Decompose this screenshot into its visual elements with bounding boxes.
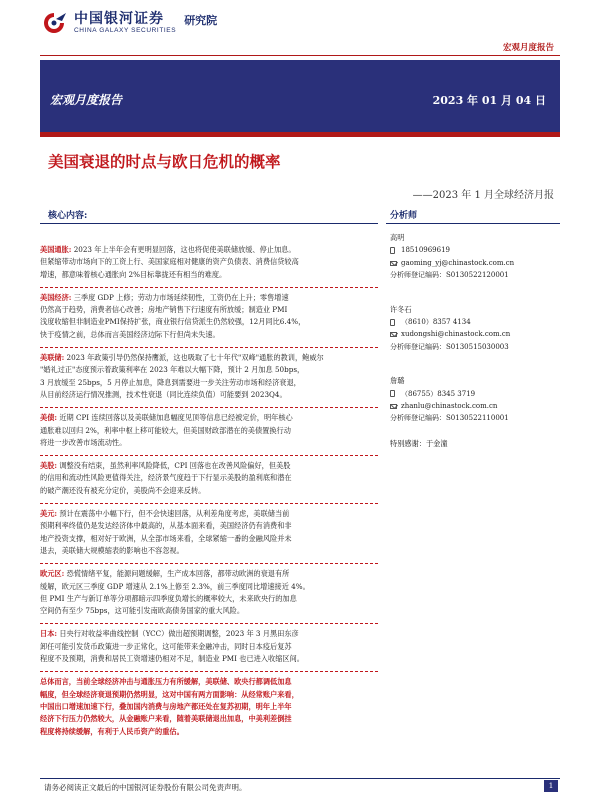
- summary-line: 中国出口增速加速下行，叠加国内消费与房地产都还处在复苏初期，明年上半年: [40, 701, 292, 711]
- analyst-cert: 分析师登记编码：S0130522120001: [390, 271, 509, 280]
- paragraph-line: 浅度收缩但非制造业PMI保持扩张，商业银行信贷派生仍然较强，12月同比6.4%，: [40, 317, 306, 327]
- analyst-name: 詹璐: [390, 376, 405, 386]
- page-number: 1: [544, 780, 558, 792]
- paragraph-line: 恐慌情绪平复，能源问题缓解，生产成本回落，都带动欧洲的衰退有所: [64, 569, 290, 579]
- paragraph-summary: [40, 671, 378, 737]
- galaxy-logo-icon: [40, 11, 68, 35]
- paragraph-line: 的破产潮还没有被充分定价，美股尚不会迎来反转。: [40, 485, 206, 495]
- phone-icon: [390, 247, 395, 254]
- analyst-card: [386, 304, 560, 354]
- paragraph-lead: 日本:: [40, 629, 58, 639]
- paragraph-line: 程度不及预期，消费和居民工资增速仍相对不足，制造业 PMI 也已进入收缩区间。: [40, 654, 304, 664]
- banner-date: 2023 年 01 月 04 日: [432, 94, 546, 107]
- paragraph-line: 地产投资支撑，相对好于欧洲，从全部市场来看，全球紧缩一番的金融风险并未: [40, 533, 292, 543]
- paragraph-line: 快于疫情之前，总体而言美国经济边际下行但尚未失速。: [40, 329, 220, 339]
- brand-logo: [40, 10, 217, 36]
- analyst-phone: （8610）8357 4134: [401, 318, 471, 327]
- summary-line: 幅度，但全球经济衰退预期仍然明显，这对中国有两方面影响：从经常账户来看，: [40, 689, 299, 699]
- special-thanks: 特别感谢：于金潼: [390, 438, 448, 448]
- summary-line: 总体而言，当前全球经济冲击与通胀压力有所缓解，美联储、欧央行都调低加息: [40, 677, 292, 687]
- paragraph-line: 2023 年政策引导仍然保持鹰派，这也吸取了七十年代"双峰"通胀的教训，鲍威尔: [64, 353, 324, 363]
- summary-line: 程度将持续缓解，有利于人民币资产的重估。: [40, 726, 184, 736]
- paragraph-line: 仍然高于趋势，消费者信心改善；房地产销售下行速度有所放缓；制造业 PMI: [40, 305, 288, 315]
- paragraph-lead: 欧元区:: [40, 569, 65, 579]
- report-subtitle: ——2023 年 1 月全球经济月报: [412, 190, 554, 201]
- paragraph-line: 调整没有结束，虽然利率风险降低，CPI 回落也在改善风险偏好，但美股: [57, 461, 291, 471]
- paragraph-us-treasuries: [40, 407, 378, 449]
- analyst-email[interactable]: xudongshi@chinastock.com.cn: [401, 330, 511, 339]
- paragraph-line: 但紧缩带动市场向下的工资上行、美国家庭相对健康的资产负债表、消费信贷较高: [40, 257, 299, 267]
- report-title: 美国衰退的时点与欧日危机的概率: [48, 152, 281, 171]
- analyst-card: [386, 232, 560, 282]
- paragraph-lead: 美联储:: [40, 353, 65, 363]
- email-icon: [390, 261, 397, 266]
- paragraph-eurozone: [40, 563, 378, 617]
- paragraph-lead: 美国经济:: [40, 292, 72, 302]
- analyst-phone: （86755）8345 3719: [401, 389, 476, 398]
- analyst-card: [386, 375, 560, 425]
- title-banner: [40, 60, 560, 132]
- paragraph-line: 日央行对收益率曲线控制（YCC）做出超预期调整，2023 年 3 月黑田东彦: [57, 629, 299, 639]
- paragraph-line: 通胀难以回归 2%，利率中枢上移可能较大，但美国财政部潜在的美债置换行动: [40, 425, 291, 435]
- email-icon: [390, 332, 397, 337]
- paragraph-lead: 美国通胀:: [40, 245, 72, 254]
- paragraph-line: 增速，都意味着核心通胀向 2%目标靠拢还有相当的难度。: [40, 269, 227, 279]
- paragraph-line: 但 PMI 生产与新订单等分项都暗示四季度负增长的概率较大，未来欧央行的加息: [40, 593, 297, 603]
- analyst-name: 许冬石: [390, 304, 412, 314]
- analyst-name: 高明: [390, 233, 405, 242]
- banner-report-type: 宏观月度报告: [50, 93, 123, 107]
- paragraph-us-economy: [40, 287, 378, 341]
- analyst-phone: 18510969619: [401, 246, 450, 255]
- core-content-heading: 核心内容:: [40, 208, 378, 224]
- paragraph-line: 的信用和流动性风险更值得关注，经济景气度趋于下行显示美股的盈利底和潜在: [40, 473, 292, 483]
- paragraph-line: 三季度 GDP 上修；劳动力市场延续韧性，工资仍在上升；零售增速: [71, 292, 289, 302]
- phone-icon: [390, 319, 395, 326]
- paragraph-line: 卸任可能引发货币政策进一步正常化，这可能带来金融冲击，同时日本疫后复苏: [40, 641, 292, 651]
- paragraph-line: 预计在震荡中小幅下行，但不会快速回落，从利差角度考虑，美联储当前: [57, 509, 290, 519]
- paragraph-us-stocks: [40, 455, 378, 497]
- analyst-cert: 分析师登记编码：S0130522110001: [390, 414, 509, 423]
- paragraph-line: "婚礼过正"态度预示着政策利率在 2023 年难以大幅下降，预计 2 月加息 50bps，: [40, 365, 305, 375]
- paragraph-lead: 美债:: [40, 413, 58, 423]
- paragraph-line: 近期 CPI 连续回落以及美联储加息幅度见顶等信息已经被定价，明年核心: [57, 413, 293, 423]
- paragraph-lead: 美元:: [40, 509, 58, 519]
- logo-english-name: CHINA GALAXY SECURITIES: [74, 27, 177, 34]
- paragraph-line: 从目前经济运行情况推测，技术性衰退（同比连续负值）可能要到 2023Q4。: [40, 389, 287, 399]
- logo-chinese-name: 中国银河证券: [74, 11, 164, 27]
- paragraph-line: 预期利率终值仍是发达经济体中最高的，从基本面来看，美国经济仍有消费和非: [40, 521, 292, 531]
- paragraph-japan: [40, 623, 378, 665]
- paragraph-line: 空间仍有至少 75bps，这可能引发南欧高债务国家的重大风险。: [40, 606, 245, 616]
- institute-label: 研究院: [184, 14, 218, 27]
- banner-accent-stripe: [40, 132, 560, 137]
- email-icon: [390, 404, 397, 409]
- paragraph-line: 3 月放缓至 25bps，5 月停止加息，降息到需要进一步关注劳动市场和经济衰退，: [40, 377, 301, 387]
- analyst-email[interactable]: zhanlu@chinastock.com.cn: [401, 402, 498, 411]
- paragraph-us-inflation: [40, 244, 378, 281]
- core-content-section: [40, 208, 378, 738]
- header-divider: [40, 55, 560, 56]
- phone-icon: [390, 390, 395, 397]
- paragraph-line: 将进一步改善市场流动性。: [40, 437, 127, 447]
- report-category-tag: 宏观月度报告: [502, 43, 554, 53]
- analyst-cert: 分析师登记编码：S0130515030003: [390, 342, 509, 351]
- paragraph-usd: [40, 503, 378, 557]
- analyst-heading: 分析师: [386, 208, 560, 224]
- paragraph-fed: [40, 347, 378, 401]
- analyst-section: [386, 208, 560, 449]
- summary-line: 经济下行压力仍然较大，从金融账户来看，随着美联储退出加息，中美利差倒挂: [40, 714, 292, 724]
- paragraph-line: 退去，美联储大规模缩表的影响也不容忽视。: [40, 545, 184, 555]
- paragraph-lead: 美股:: [40, 461, 58, 471]
- footer-disclaimer: 请务必阅读正文最后的中国银河证券股份有限公司免责声明。: [44, 783, 247, 792]
- analyst-email[interactable]: gaoming_yj@chinastock.com.cn: [401, 258, 515, 267]
- paragraph-line: 2023 年上半年会有更明显回落，这也将促使美联储放缓、停止加息。: [71, 245, 296, 254]
- footer-divider: [40, 778, 560, 779]
- paragraph-line: 缓解，欧元区三季度 GDP 增速从 2.1%上修至 2.3%，前三季度同比增速接近 4%。: [40, 581, 310, 591]
